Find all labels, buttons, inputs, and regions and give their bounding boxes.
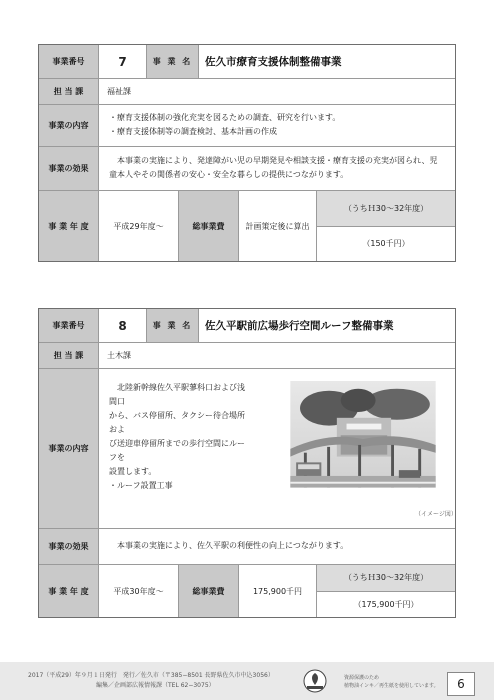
content-line: から、バス停留所、タクシー待合場所およ [109,411,245,434]
breakdown-label: （うちＨ30〜32年度） [317,191,455,227]
content-label: 事業の内容 [39,105,99,146]
content-line: び送迎車停留所までの歩行空間にルーフを [109,439,245,462]
footer-edit-line: 編集／企画部広報情報課（TEL 62−3075） [96,682,215,689]
breakdown-label: （うちＨ30〜32年度） [317,565,455,592]
page-number: 6 [447,672,475,696]
station-roof-image [289,381,437,505]
department-label: 担 当 課 [39,79,99,104]
cost-breakdown [317,191,455,261]
vegetable-oil-ink-logo [302,668,328,694]
effect-label: 事業の効果 [39,147,99,190]
total-cost-value: 175,900千円 [239,565,317,617]
content-line: ・療育支援体制の強化充実を図るための調査、研究を行います。 [109,113,341,122]
effect-label: 事業の効果 [39,529,99,564]
total-cost-value: 計画策定後に算出 [239,191,317,261]
year-value: 平成30年度〜 [99,565,179,617]
year-label: 事 業 年 度 [39,565,99,617]
project-card-8 [38,308,456,618]
breakdown-value: （175,900千円） [353,599,419,609]
footer-publish-line: 2017（平成29）年９月１日発行 発行／佐久市（〒385−8501 長野県佐久市中込3056） [28,672,274,679]
cost-breakdown [317,565,455,617]
content-line: ・ルーフ設置工事 [109,481,173,490]
project-card-7 [38,44,456,262]
content-line: ・療育支援体制等の調査検討、基本計画の作成 [109,127,277,136]
page-footer [0,662,494,700]
total-cost-label: 総事業費 [179,191,239,261]
project-number-label: 事業番号 [39,309,99,342]
content-line: 設置します。 [109,467,157,476]
department-value: 土木課 [107,351,131,360]
breakdown-value: （150千円） [362,239,410,249]
project-name: 佐久市療育支援体制整備事業 [205,56,342,68]
total-cost-label: 総事業費 [179,565,239,617]
photo-caption: （イメージ図） [415,511,457,518]
project-number-label: 事業番号 [39,45,99,78]
year-label: 事 業 年 度 [39,191,99,261]
eco-note-1: 資源保護のため [344,675,380,681]
department-label: 担 当 課 [39,343,99,368]
eco-note-2: 植物油インキ／再生紙を使用しています。 [344,683,439,689]
project-number: 7 [99,45,147,78]
project-number: 8 [99,309,147,342]
effect-text: 本事業の実施により、発達障がい児の早期発見や相談支援・療育支援の充実が図られ、児童本人やその関係者の安心・安全な暮らしの提供につながります。 [109,156,438,179]
project-name: 佐久平駅前広場歩行空間ルーフ整備事業 [205,320,394,332]
content-label: 事業の内容 [39,369,99,528]
content-text [99,369,259,528]
year-value: 平成29年度〜 [99,191,179,261]
project-name-label: 事 業 名 [147,45,199,78]
content-line: 北陸新幹線佐久平駅蓼科口および浅間口 [109,383,245,406]
project-name-label: 事 業 名 [147,309,199,342]
department-value: 福祉課 [107,87,131,96]
effect-text: 本事業の実施により、佐久平駅の利便性の向上につながります。 [109,541,349,550]
content-text [99,105,350,146]
